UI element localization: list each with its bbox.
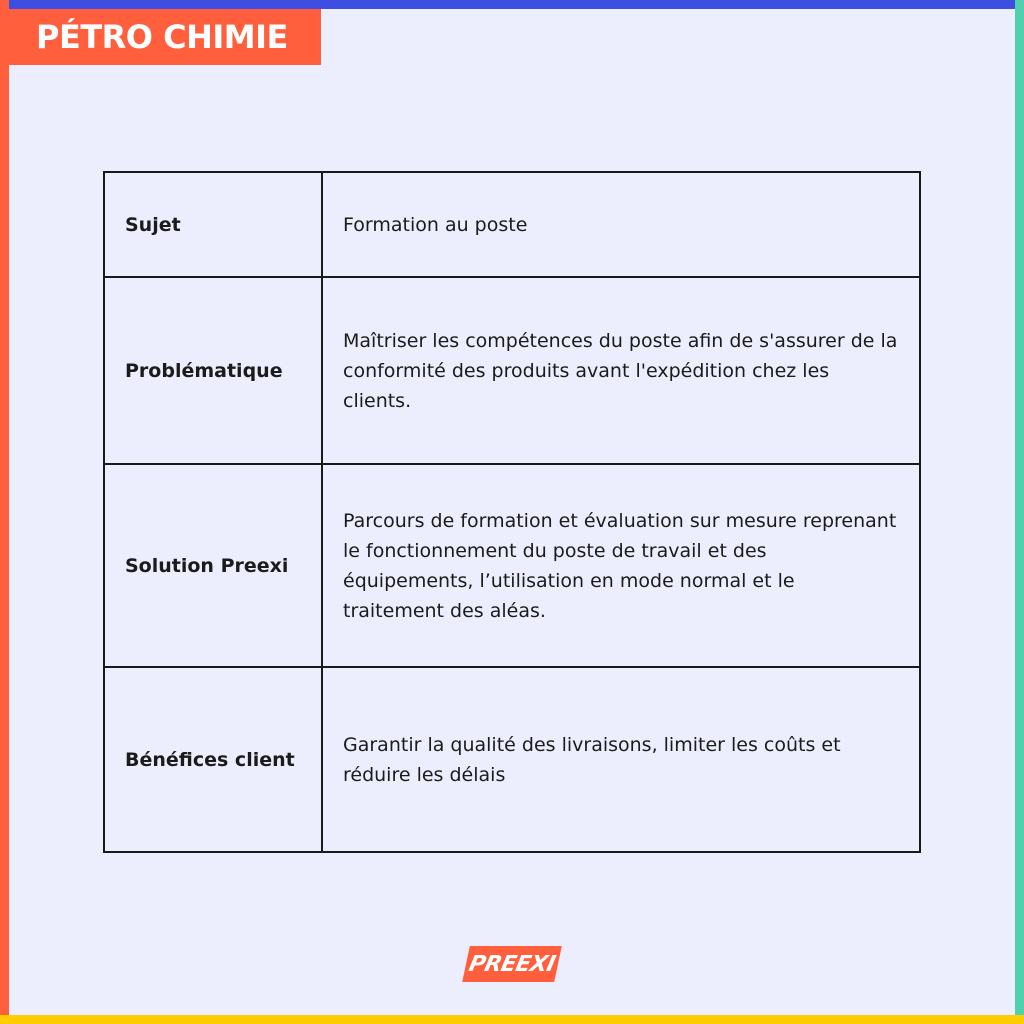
row-label-solution: Solution Preexi: [104, 464, 322, 667]
row-value-problematique: Maîtriser les compétences du poste afin de s'assurer de la conformité des produits avant l'expédition chez les clients.: [322, 277, 920, 464]
preexi-logo: [462, 946, 562, 982]
table-row: [104, 464, 920, 667]
page-title: PÉTRO CHIMIE: [9, 9, 321, 65]
logo-text: PREEXI: [466, 951, 558, 977]
row-label-benefices: Bénéfices client: [104, 667, 322, 852]
top-border: [0, 0, 1024, 9]
row-value-solution: Parcours de formation et évaluation sur mesure reprenant le fonctionnement du poste de travail et des équipements, l’utilisation en mode normal et le traitement des aléas.: [322, 464, 920, 667]
table-row: [104, 172, 920, 277]
row-label-problematique: Problématique: [104, 277, 322, 464]
left-border: [0, 0, 9, 1024]
bottom-border: [0, 1015, 1024, 1024]
table-row: [104, 667, 920, 852]
row-value-sujet: Formation au poste: [322, 172, 920, 277]
table-row: [104, 277, 920, 464]
row-label-sujet: Sujet: [104, 172, 322, 277]
right-border: [1015, 0, 1024, 1024]
row-value-benefices: Garantir la qualité des livraisons, limiter les coûts et réduire les délais: [322, 667, 920, 852]
info-table: [103, 171, 921, 853]
